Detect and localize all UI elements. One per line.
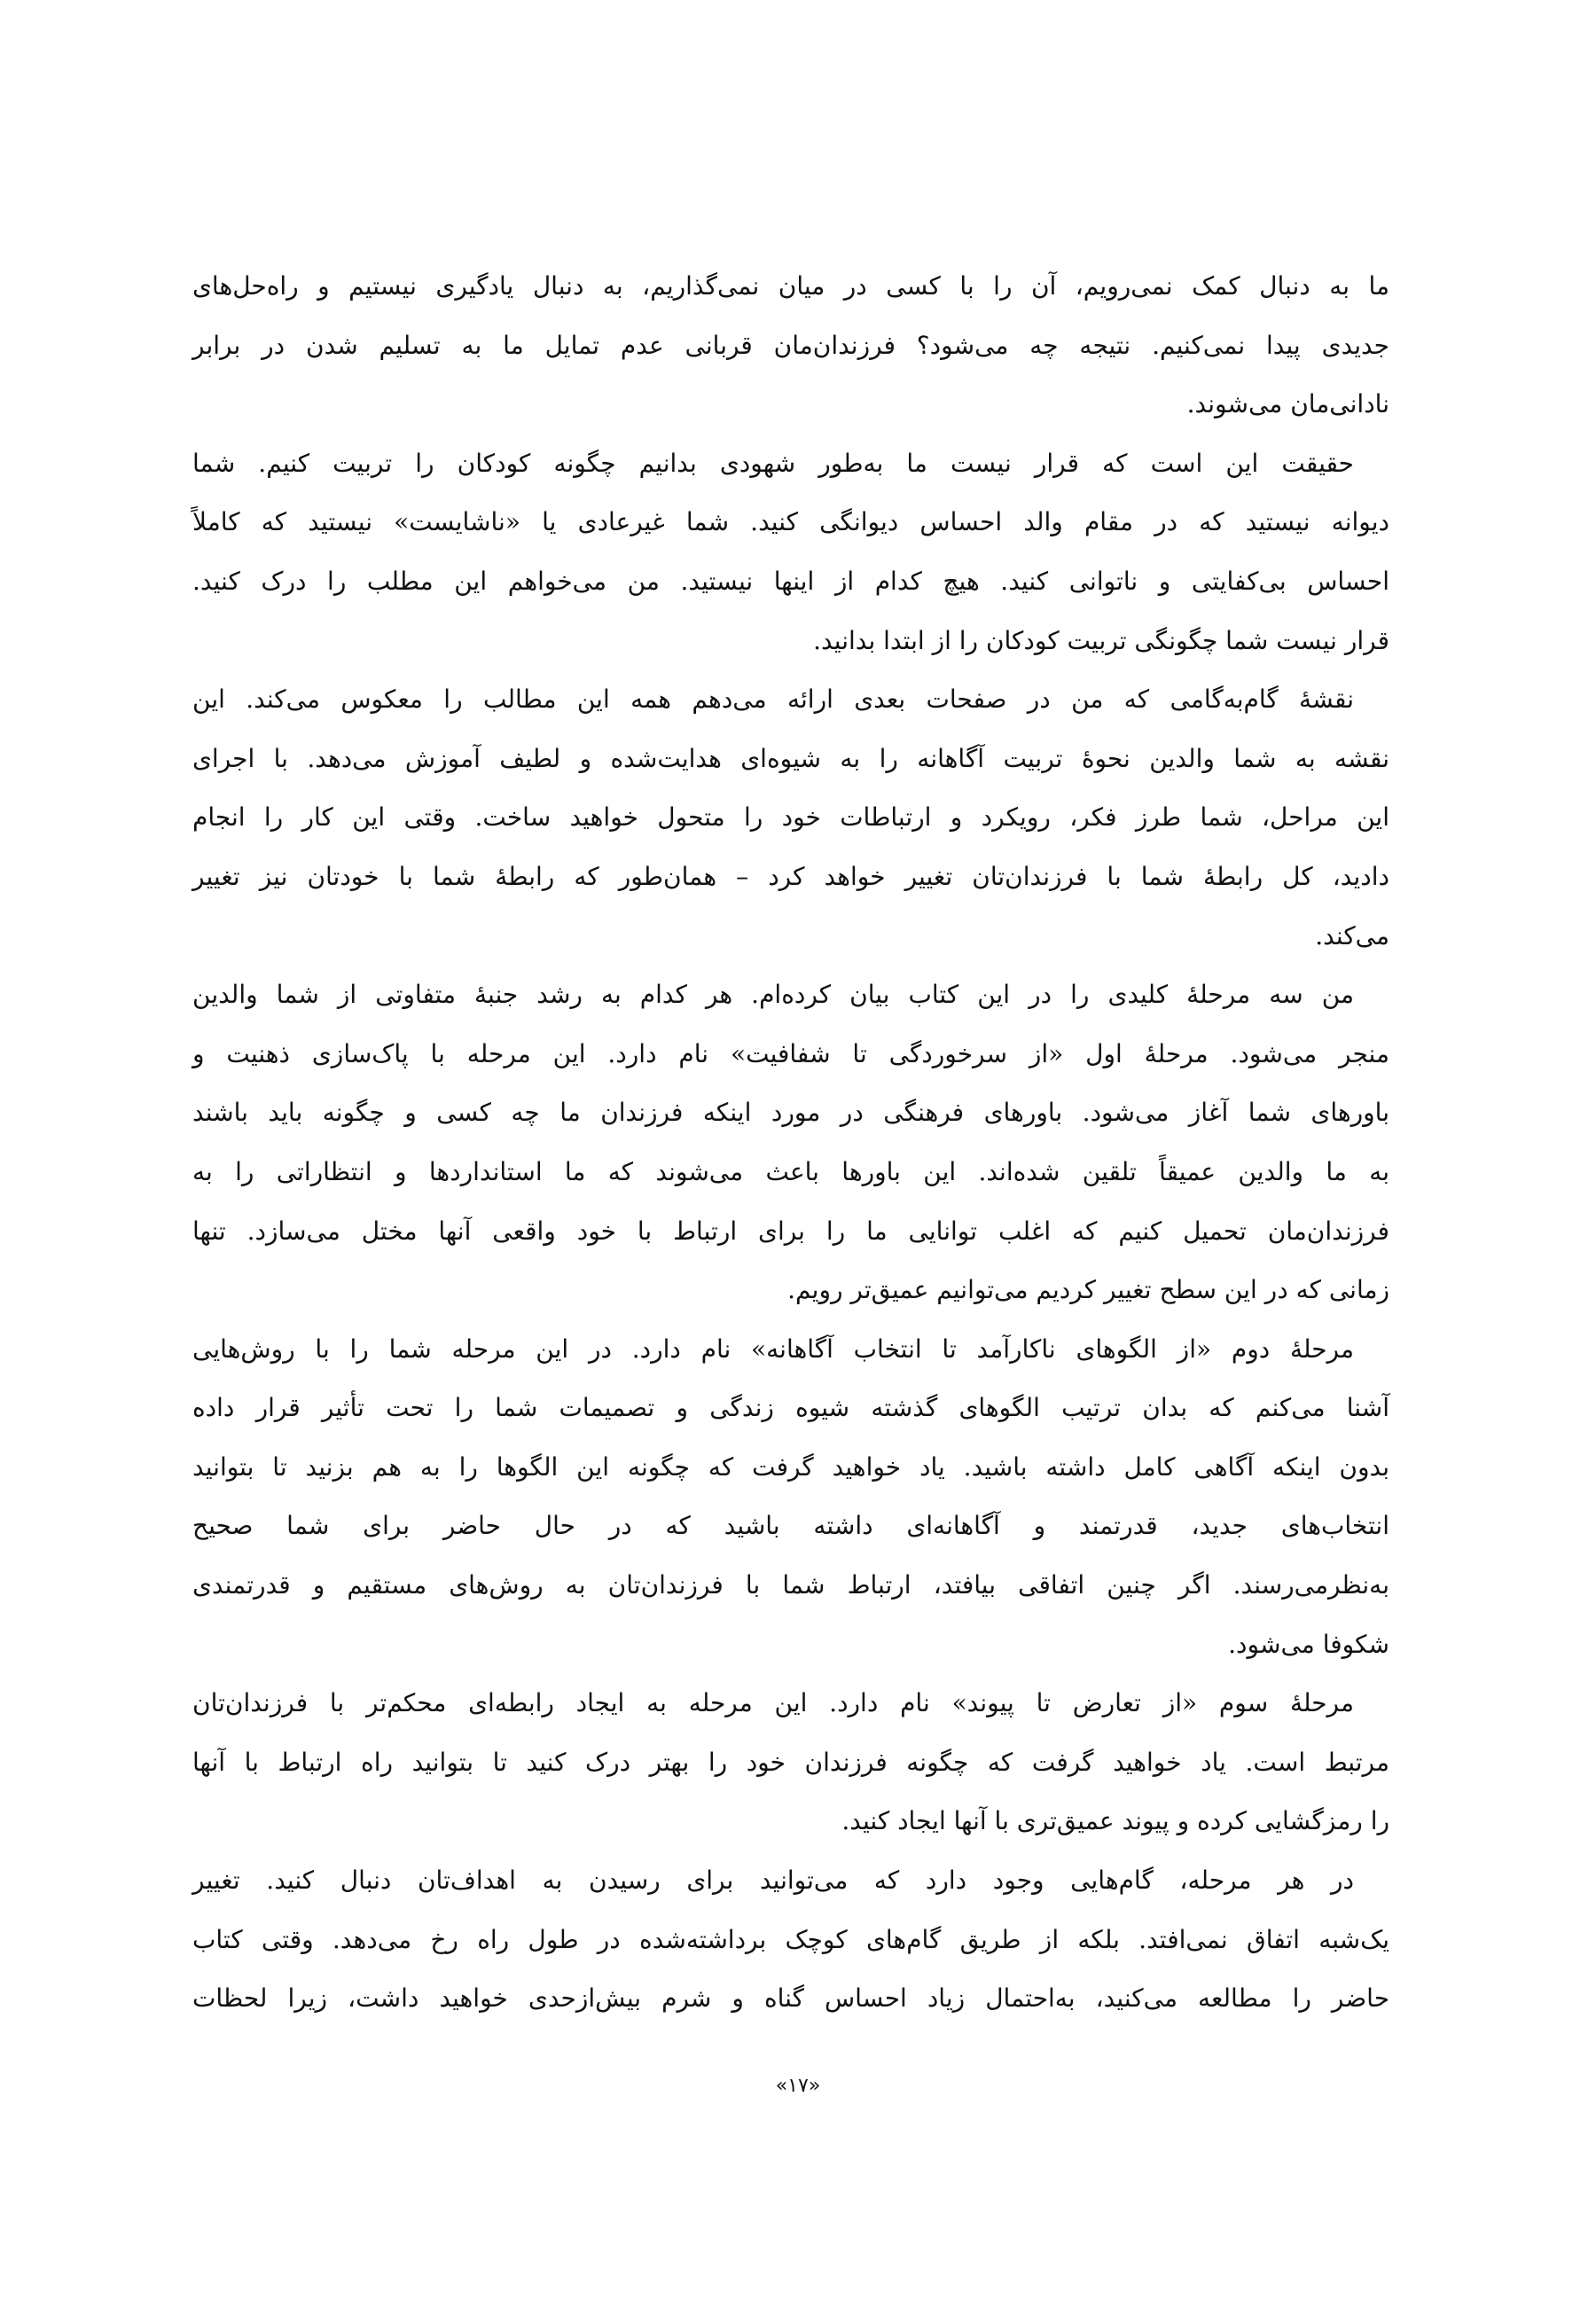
text-line: می‌کند. [1315,920,1389,951]
text-line: من سه مرحلهٔ کلیدی را در این کتاب بیان کرده‌ام. هر کدام به رشد جنبهٔ متفاوتی از شما والدین [192,980,1355,1010]
text-line: نقشهٔ گام‌به‌گامی که من در صفحات بعدی ارائه می‌دهم همه این مطالب را معکوس می‌کند. این [192,685,1354,715]
text-line: مرتبط است. یاد خواهید گرفت که چگونه فرزندان خود را بهتر درک کنید تا بتوانید راه ارتباط با آنها [192,1747,1389,1777]
paragraph [192,1320,1389,1675]
text-line: حقیقت این است که قرار نیست ما به‌طور شهودی بدانیم چگونه کودکان را تربیت کنیم. شما [192,448,1354,478]
text-line: فرزندان‌مان تحمیل کنیم که اغلب توانایی ما را برای ارتباط با خود واقعی آنها مختل می‌سازد. تنها [192,1216,1389,1246]
body-text [192,257,1389,2029]
text-line: به‌نظرمی‌رسند. اگر چنین اتفاقی بیافتد، ارتباط شما با فرزندان‌تان به روش‌های مستقیم و قدرتمندی [192,1570,1389,1600]
paragraph [192,670,1389,966]
text-line: آشنا می‌کنم که بدان ترتیب الگوهای گذشته شیوه زندگی و تصمیمات شما را تحت تأثیر قرار داده [192,1393,1389,1423]
text-line: به ما والدین عمیقاً تلقین شده‌اند. این باورها باعث می‌شوند که ما استانداردها و انتظاراتی را به [192,1156,1389,1186]
text-line: دیوانه نیستید که در مقام والد احساس دیوانگی کنید. شما غیرعادی یا «ناشایست» نیستید که کاملاً [192,507,1389,537]
text-line: این مراحل، شما طرز فکر، رویکرد و ارتباطات خود را متحول خواهید ساخت. وقتی این کار را انجام [192,802,1389,833]
text-line: احساس بی‌کفایتی و ناتوانی کنید. هیچ کدام از اینها نیستید. من می‌خواهم این مطلب را درک کنید. [192,566,1389,596]
text-line: یک‌شبه اتفاق نمی‌افتد. بلکه از طریق گام‌های کوچک برداشته‌شده در طول راه رخ می‌دهد. وقتی کتاب [192,1924,1389,1954]
text-line: جدیدی پیدا نمی‌کنیم. نتیجه چه می‌شود؟ فرزندان‌مان قربانی عدم تمایل ما به تسلیم شدن در برابر [192,330,1389,360]
text-line: نقشه به شما والدین نحوهٔ تربیت آگاهانه را به شیوه‌ای هدایت‌شده و لطیف آموزش می‌دهد. با اجرای [192,743,1389,773]
text-line: در هر مرحله، گام‌هایی وجود دارد که می‌توانید برای رسیدن به اهداف‌تان دنبال کنید. تغییر [192,1866,1354,1896]
text-line: نادانی‌مان می‌شوند. [1186,389,1389,419]
text-line: دادید، کل رابطهٔ شما با فرزندان‌تان تغییر خواهد کرد – همان‌طور که رابطهٔ شما با خودتان نیز تغییر [192,861,1389,891]
text-line: انتخاب‌های جدید، قدرتمند و آگاهانه‌ای داشته باشید که در حال حاضر برای شما صحیح [192,1511,1389,1541]
text-line: قرار نیست شما چگونگی تربیت کودکان را از ابتدا بدانید. [813,625,1389,655]
text-line: شکوفا می‌شود. [1228,1629,1389,1659]
text-line: حاضر را مطالعه می‌کنید، به‌احتمال زیاد احساس گناه و شرم بیش‌ازحدی خواهید داشت، زیرا لحظات [192,1983,1390,2014]
text-line: مرحلهٔ دوم «از الگوهای ناکارآمد تا انتخاب آگاهانه» نام دارد. در این مرحله شما را با روش‌هایی [192,1334,1354,1364]
page-number: «۱۷» [775,2075,821,2097]
text-line: بدون اینکه آگاهی کامل داشته باشید. یاد خواهید گرفت که چگونه این الگوها را به هم بزنید تا بتوانید [192,1451,1389,1482]
paragraph [192,1674,1389,1851]
paragraph [192,434,1389,670]
text-line: را رمزگشایی کرده و پیوند عمیق‌تری با آنها ایجاد کنید. [841,1806,1389,1836]
paragraph [192,1851,1389,2029]
text-line: ما به دنبال کمک نمی‌رویم، آن را با کسی در میان نمی‌گذاریم، به دنبال یادگیری نیستیم و راه‌حل‌های [192,271,1389,301]
paragraph [192,257,1389,434]
paragraph [192,966,1389,1320]
text-line: مرحلهٔ سوم «از تعارض تا پیوند» نام دارد. این مرحله به ایجاد رابطه‌ای محکم‌تر با فرزندان‌تان [192,1688,1354,1718]
text-line: زمانی که در این سطح تغییر کردیم می‌توانیم عمیق‌تر رویم. [787,1275,1389,1305]
text-line: منجر می‌شود. مرحلهٔ اول «از سرخوردگی تا شفافیت» نام دارد. این مرحله با پاک‌سازی ذهنیت و [192,1038,1389,1068]
text-line: باورهای شما آغاز می‌شود. باورهای فرهنگی در مورد اینکه فرزندان ما چه کسی و چگونه باید باشند [192,1098,1389,1128]
